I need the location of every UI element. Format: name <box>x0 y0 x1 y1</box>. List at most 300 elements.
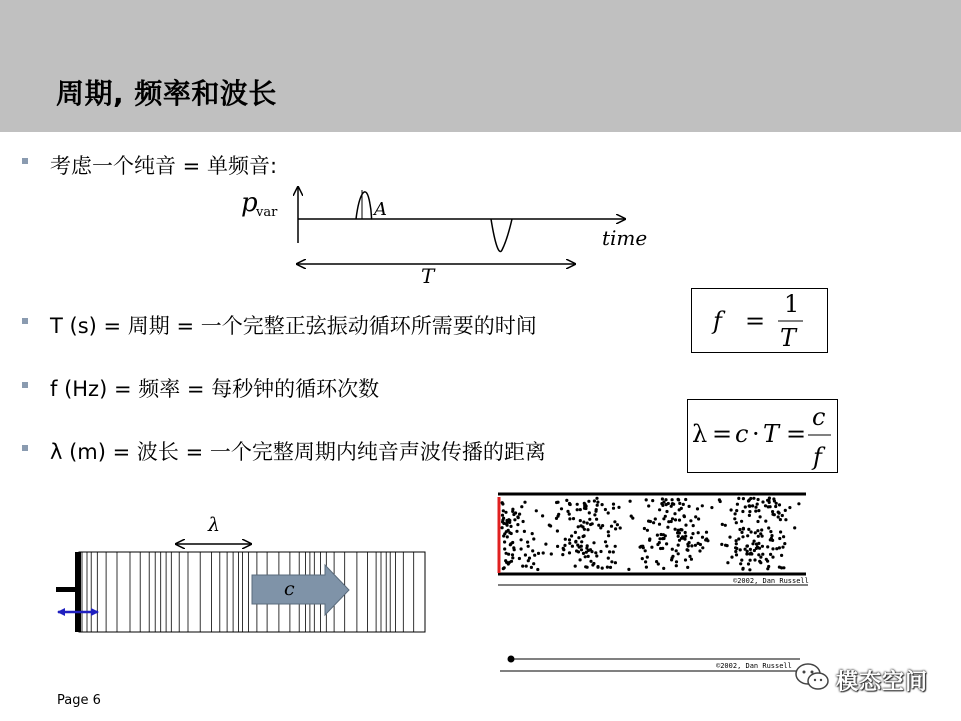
bullet-period: T (s) = 周期 = 一个完整正弦振动循环所需要的时间 <box>50 314 537 338</box>
air-particle <box>587 555 590 558</box>
air-particle <box>739 548 742 551</box>
air-particle <box>694 544 697 547</box>
air-particle <box>737 537 740 540</box>
air-particle <box>565 499 568 502</box>
air-particle <box>675 564 678 567</box>
air-particle <box>608 550 611 553</box>
formula-equals: = <box>745 307 766 335</box>
air-particle <box>675 560 678 563</box>
air-particle <box>767 499 770 502</box>
air-particle <box>748 552 751 555</box>
piston-rod <box>56 587 76 592</box>
air-particle <box>505 552 508 555</box>
air-particle <box>698 549 701 552</box>
air-particle <box>780 554 783 557</box>
air-particle <box>524 553 527 556</box>
air-particle <box>735 509 738 512</box>
air-particle <box>746 544 749 547</box>
air-particle <box>726 561 729 564</box>
air-particle <box>740 559 743 562</box>
air-particle <box>689 519 692 522</box>
air-particle <box>677 529 680 532</box>
air-particle <box>749 548 752 551</box>
air-particle <box>720 543 723 546</box>
air-particle <box>697 517 700 520</box>
air-particle <box>769 553 772 556</box>
air-particle <box>656 534 659 537</box>
air-particle <box>767 526 770 529</box>
air-particle <box>771 539 774 542</box>
air-particle <box>586 522 589 525</box>
air-particle <box>690 544 693 547</box>
air-particle <box>691 532 694 535</box>
air-particle <box>574 565 577 568</box>
air-particle <box>671 498 674 501</box>
air-particle <box>665 503 668 506</box>
air-particle <box>767 565 770 568</box>
air-particle <box>542 551 545 554</box>
air-particle <box>518 557 521 560</box>
air-particle <box>522 520 525 523</box>
air-particle <box>748 504 751 507</box>
air-particle <box>648 539 651 542</box>
air-particle <box>752 497 755 500</box>
air-particle <box>660 533 663 536</box>
formula-wavelength <box>692 403 831 471</box>
air-particle <box>568 517 571 520</box>
air-particle <box>556 529 559 532</box>
air-particle <box>518 513 521 516</box>
air-particle <box>646 556 649 559</box>
air-particle <box>607 534 610 537</box>
air-particle <box>525 565 528 568</box>
air-particle <box>746 534 749 537</box>
air-particle <box>765 558 768 561</box>
formula-f-denominator: f <box>813 443 822 471</box>
air-particle <box>520 547 523 550</box>
air-particle <box>579 558 582 561</box>
air-particle <box>747 499 750 502</box>
air-particle <box>574 540 577 543</box>
formula-f-symbol: f <box>713 307 722 335</box>
air-particle <box>605 545 608 548</box>
air-particle <box>754 510 757 513</box>
air-particle <box>645 566 648 569</box>
air-particle <box>751 504 754 507</box>
air-particle <box>501 526 504 529</box>
air-particle <box>736 503 739 506</box>
air-particle <box>607 511 610 514</box>
air-particle <box>735 539 738 542</box>
watermark-text: 模态空间 <box>836 670 929 695</box>
air-particle <box>665 542 668 545</box>
air-particle <box>741 535 744 538</box>
air-particle <box>748 514 751 517</box>
air-particle <box>587 500 590 503</box>
amplitude-label: A <box>374 199 387 220</box>
air-particle <box>740 531 743 534</box>
air-particle <box>596 504 599 507</box>
air-particle <box>502 509 505 512</box>
air-particle <box>706 539 709 542</box>
air-particle <box>748 568 751 571</box>
air-particle <box>748 510 751 513</box>
air-particle <box>710 506 713 509</box>
air-particle <box>541 514 544 517</box>
air-particle <box>690 536 693 539</box>
air-particle <box>682 503 685 506</box>
speed-label: c <box>284 578 295 600</box>
air-particle <box>735 553 738 556</box>
air-particle <box>756 529 759 532</box>
air-particle <box>671 548 674 551</box>
air-particle <box>683 515 686 518</box>
air-particle <box>516 515 519 518</box>
air-particle <box>555 501 558 504</box>
air-particle <box>561 553 564 556</box>
air-particle <box>588 511 591 514</box>
air-particle <box>513 548 516 551</box>
x-axis-label: time <box>602 226 648 250</box>
air-particle <box>643 527 646 530</box>
air-particle <box>596 566 599 569</box>
formula-lambda: λ <box>692 420 708 448</box>
air-particle <box>758 560 761 563</box>
air-particle <box>568 551 571 554</box>
air-particle <box>677 498 680 501</box>
air-particle <box>690 558 693 561</box>
air-particle <box>509 525 512 528</box>
air-particle <box>627 568 630 571</box>
air-particle <box>705 531 708 534</box>
air-particle <box>501 519 504 522</box>
air-particle <box>604 540 607 543</box>
air-particle <box>744 548 747 551</box>
air-particle <box>797 502 800 505</box>
air-particle <box>503 547 506 550</box>
air-particle <box>742 527 745 530</box>
wechat-icon <box>794 662 830 692</box>
air-particle <box>741 510 744 513</box>
y-axis-label: p <box>241 188 258 218</box>
air-particle <box>610 560 613 563</box>
air-particle <box>757 542 760 545</box>
air-particle <box>544 543 547 546</box>
air-particle <box>612 550 615 553</box>
air-particle <box>531 549 534 552</box>
air-particle <box>584 565 587 568</box>
air-particle <box>658 523 661 526</box>
air-particle <box>680 507 683 510</box>
bullet-wavelength: λ (m) = 波长 = 一个完整周期内纯音声波传播的距离 <box>50 440 546 464</box>
air-particle <box>688 541 691 544</box>
air-particle <box>750 530 753 533</box>
air-particle <box>684 558 687 561</box>
air-particle <box>673 512 676 515</box>
air-particle <box>580 540 583 543</box>
air-particle <box>577 536 580 539</box>
air-particle <box>590 550 593 553</box>
air-particle <box>596 501 599 504</box>
wave-diagram <box>241 187 647 288</box>
wavelength-label: λ <box>208 514 221 536</box>
air-particle <box>678 519 681 522</box>
air-particle <box>564 538 567 541</box>
air-particle <box>658 508 661 511</box>
air-particle <box>793 526 796 529</box>
air-particle <box>740 520 743 523</box>
air-particle <box>684 531 687 534</box>
air-particle <box>631 517 634 520</box>
air-particle <box>505 530 508 533</box>
air-particle <box>734 512 737 515</box>
air-particle <box>606 566 609 569</box>
air-particle <box>654 517 657 520</box>
air-particle <box>641 557 644 560</box>
air-particle <box>533 554 536 557</box>
air-particle <box>562 547 565 550</box>
air-particle <box>684 524 687 527</box>
air-particle <box>734 550 737 553</box>
air-particle <box>646 529 649 532</box>
air-particle <box>688 555 691 558</box>
air-particle <box>784 509 787 512</box>
air-particle <box>675 549 678 552</box>
air-particle <box>764 520 767 523</box>
air-particle <box>674 518 677 521</box>
air-particle <box>747 562 750 565</box>
air-particle <box>532 562 535 565</box>
single-particle-credit: ©2002, Dan Russell <box>716 662 792 670</box>
air-particle <box>778 537 781 540</box>
air-particle <box>530 566 533 569</box>
page-title: 周期, 频率和波长 <box>56 77 277 110</box>
air-particle <box>594 551 597 554</box>
air-particle <box>523 530 526 533</box>
air-particle <box>644 549 647 552</box>
air-particle <box>583 528 586 531</box>
air-particle <box>526 541 529 544</box>
air-particle <box>681 535 684 538</box>
formula-c: c <box>735 420 749 448</box>
air-particle <box>595 518 598 521</box>
air-particle <box>583 534 586 537</box>
air-particle <box>659 547 662 550</box>
air-particle <box>686 566 689 569</box>
air-particle <box>579 508 582 511</box>
air-particle <box>614 545 617 548</box>
air-particle <box>593 513 596 516</box>
air-particle <box>532 537 535 540</box>
air-particle <box>550 552 553 555</box>
air-particle <box>757 509 760 512</box>
air-particle <box>568 542 571 545</box>
air-particle <box>735 542 738 545</box>
formula-frequency <box>711 290 803 352</box>
air-particle <box>779 530 782 533</box>
wave-pulse-up <box>356 192 372 219</box>
air-particle <box>664 534 667 537</box>
air-particle <box>651 499 654 502</box>
air-particle <box>508 531 511 534</box>
air-particle <box>678 539 681 542</box>
air-particle <box>678 502 681 505</box>
air-particle <box>642 546 645 549</box>
air-particle <box>662 567 665 570</box>
air-particle <box>671 502 674 505</box>
air-particle <box>536 568 539 571</box>
air-particle <box>560 507 563 510</box>
single-particle-diagram <box>500 656 800 672</box>
air-particle <box>784 518 787 521</box>
air-particle <box>595 497 598 500</box>
air-particle <box>610 525 613 528</box>
air-particle <box>656 543 659 546</box>
air-particle <box>503 566 506 569</box>
air-particle <box>595 554 598 557</box>
air-particle <box>570 534 573 537</box>
air-particle <box>586 528 589 531</box>
formula-dot: · <box>752 420 760 448</box>
air-particle <box>769 505 772 508</box>
particle-credit: ©2002, Dan Russell <box>733 577 809 585</box>
air-particle <box>612 503 615 506</box>
air-particle <box>781 514 784 517</box>
air-particle <box>609 566 612 569</box>
air-particle <box>585 505 588 508</box>
air-particle <box>566 510 569 513</box>
air-particle <box>574 531 577 534</box>
air-particle <box>688 505 691 508</box>
air-particle <box>507 562 510 565</box>
bullet-pure-tone: 考虑一个纯音 = 单频音: <box>50 154 278 178</box>
air-particle <box>593 499 596 502</box>
air-particle <box>692 524 695 527</box>
air-particle <box>660 502 663 505</box>
air-particle <box>577 525 580 528</box>
air-particle <box>674 528 677 531</box>
air-particle <box>597 524 600 527</box>
air-particle <box>614 527 617 530</box>
formula-equals-1: = <box>712 420 733 448</box>
air-particle <box>601 503 604 506</box>
air-particle <box>614 561 617 564</box>
air-particle <box>612 507 615 510</box>
air-particle <box>556 545 559 548</box>
air-particle <box>504 559 507 562</box>
single-particle <box>508 656 515 663</box>
air-particle <box>737 497 740 500</box>
air-particle <box>747 528 750 531</box>
air-particle <box>516 523 519 526</box>
air-particle <box>601 567 604 570</box>
air-particle <box>773 499 776 502</box>
air-particle <box>773 513 776 516</box>
air-particle <box>507 518 510 521</box>
air-particle <box>730 556 733 559</box>
air-particle <box>670 558 673 561</box>
air-particle <box>783 542 786 545</box>
air-particle <box>645 498 648 501</box>
air-particle <box>575 549 578 552</box>
air-particle <box>655 560 658 563</box>
air-particle <box>647 520 650 523</box>
air-particle <box>761 500 764 503</box>
air-particle <box>572 517 575 520</box>
air-particle <box>661 497 664 500</box>
air-particle <box>555 517 558 520</box>
particle-animation <box>498 494 809 585</box>
air-particle <box>684 498 687 501</box>
air-particle <box>514 511 517 514</box>
air-particle <box>629 500 632 503</box>
bullet-frequency: f (Hz) = 频率 = 每秒钟的循环次数 <box>50 377 380 401</box>
air-particle <box>588 518 591 521</box>
air-particle <box>759 532 762 535</box>
air-particle <box>739 562 742 565</box>
air-particle <box>756 503 759 506</box>
air-particle <box>753 558 756 561</box>
air-particle <box>501 502 504 505</box>
air-particle <box>585 547 588 550</box>
air-particle <box>501 514 504 517</box>
air-particle <box>537 552 540 555</box>
air-particle <box>662 517 665 520</box>
air-particle <box>694 515 697 518</box>
air-particle <box>770 534 773 537</box>
air-particle <box>686 549 689 552</box>
air-particle <box>676 531 679 534</box>
air-particle <box>599 550 602 553</box>
air-particle <box>591 563 594 566</box>
air-particle <box>589 560 592 563</box>
air-particle <box>721 523 724 526</box>
air-particle <box>571 545 574 548</box>
air-particle <box>771 556 774 559</box>
y-axis-label-sub: var <box>256 205 278 220</box>
air-particle <box>684 535 687 538</box>
air-particle <box>697 531 700 534</box>
air-particle <box>742 497 745 500</box>
page-number: Page 6 <box>57 693 101 708</box>
air-particle <box>503 540 506 543</box>
air-particle <box>647 504 650 507</box>
air-particle <box>677 535 680 538</box>
air-particle <box>576 508 579 511</box>
air-particle <box>619 526 622 529</box>
air-particle <box>613 520 616 523</box>
air-particle <box>504 511 507 514</box>
air-particle <box>759 556 762 559</box>
air-particle <box>595 508 598 511</box>
air-particle <box>756 520 759 523</box>
period-label: T <box>421 264 435 288</box>
air-particle <box>535 509 538 512</box>
air-particle <box>780 566 783 569</box>
air-particle <box>724 524 727 527</box>
air-particle <box>557 513 560 516</box>
air-particle <box>604 508 607 511</box>
air-particle <box>735 521 738 524</box>
air-particle <box>665 510 668 513</box>
air-particle <box>511 553 514 556</box>
air-particle <box>584 555 587 558</box>
air-particle <box>617 506 620 509</box>
air-particle <box>781 546 784 549</box>
air-particle <box>766 545 769 548</box>
air-particle <box>749 559 752 562</box>
air-particle <box>509 543 512 546</box>
